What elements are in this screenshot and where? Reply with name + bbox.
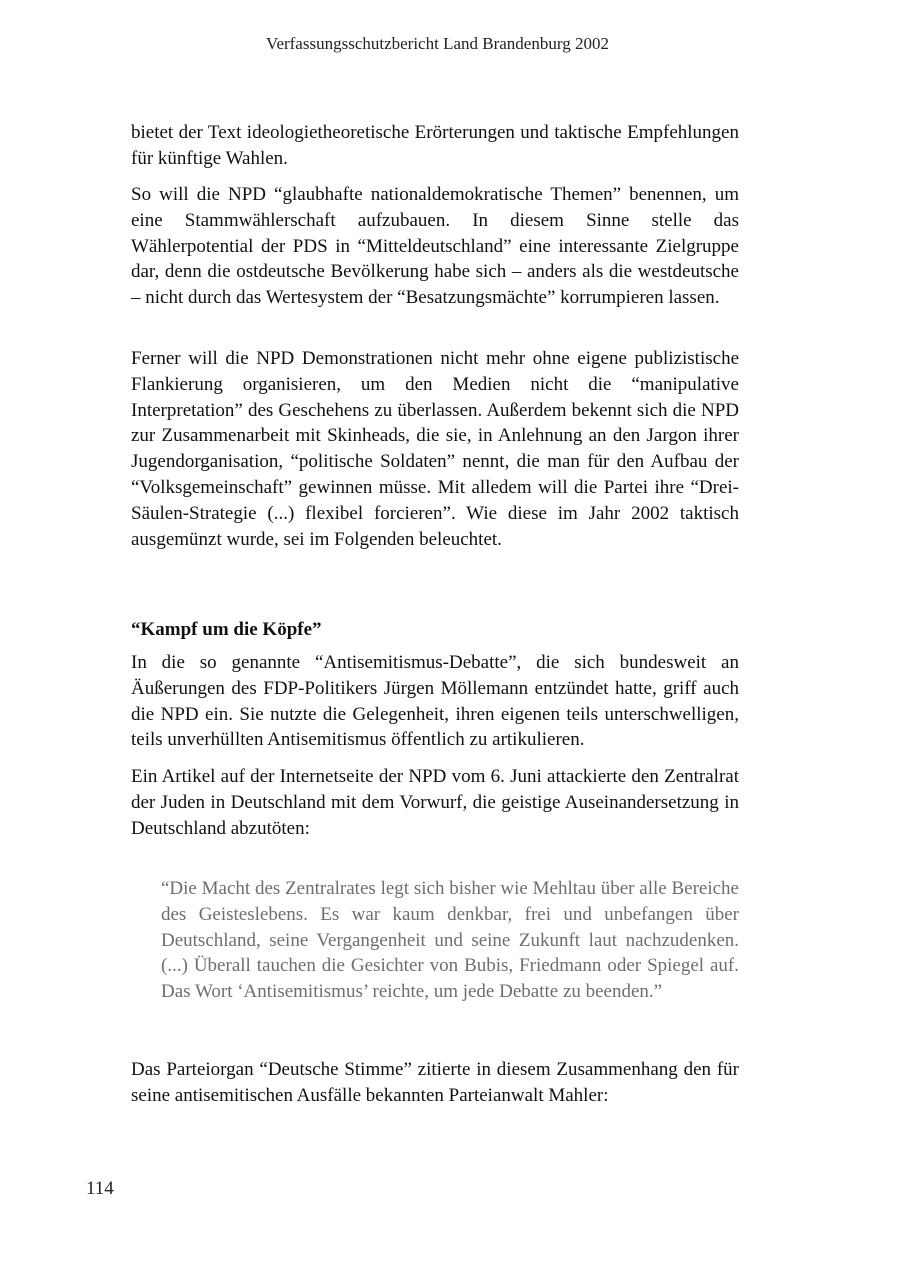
- paragraph-text: In die so genannte “Antisemitismus-Debatte”, die sich bundesweit an Äußerungen des FDP-Politikers Jürgen Möllemann entzündet hatte, griff auch die NPD ein. Sie nutzte die Gelegenheit, ihren eigenen teils unterschwelligen, teils unverhüllten Antisemitismus öffentlich zu artikulieren.: [131, 652, 739, 751]
- block-quote: [161, 876, 739, 1005]
- paragraph-text: bietet der Text ideologietheoretische Erörterungen und taktische Empfehlungen für künftige Wahlen.: [131, 122, 739, 169]
- body-paragraph-1: [131, 120, 739, 172]
- quote-text: “Die Macht des Zentralrates legt sich bisher wie Mehltau über alle Bereiche des Geisteslebens. Es war kaum denkbar, frei und unbefangen über Deutschland, seine Vergangenheit und seine Zukunft laut nachzudenken. (...) Überall tauchen die Gesichter von Bubis, Friedmann oder Spiegel auf. Das Wort ‘Antisemitismus’ reichte, um jede Debatte zu beenden.”: [161, 878, 739, 1003]
- page-number: 114: [86, 1178, 114, 1199]
- running-header-title: Verfassungsschutzbericht Land Brandenburg 2002: [266, 34, 609, 53]
- section-heading: “Kampf um die Köpfe”: [131, 619, 322, 640]
- paragraph-text: Ferner will die NPD Demonstrationen nicht mehr ohne eigene publizistische Flankierung organisieren, um den Medien nicht die “manipulative Interpretation” des Geschehens zu überlassen. Außerdem bekennt sich die NPD zur Zusammenarbeit mit Skinheads, die sie, in Anlehnung an den Jargon ihrer Jugendorganisation, “politische Soldaten” nennt, die man für den Aufbau der “Volksgemeinschaft” gewinnen müsse. Mit alledem will die Partei ihre “Drei-Säulen-Strategie (...) flexibel forcieren”. Wie diese im Jahr 2002 taktisch ausgemünzt wurde, sei im Folgenden beleuchtet.: [131, 348, 739, 550]
- body-paragraph-2: [131, 182, 739, 311]
- body-paragraph-5: [131, 764, 739, 841]
- paragraph-text: So will die NPD “glaubhafte nationaldemokratische Themen” benennen, um eine Stammwählerschaft aufzubauen. In diesem Sinne stelle das Wählerpotential der PDS in “Mitteldeutschland” eine interessante Zielgruppe dar, denn die ostdeutsche Bevölkerung habe sich – anders als die westdeutsche – nicht durch das Wertesystem der “Besatzungsmächte” korrumpieren lassen.: [131, 184, 739, 309]
- body-paragraph-6: [131, 1057, 739, 1109]
- paragraph-text: Ein Artikel auf der Internetseite der NPD vom 6. Juni attackierte den Zentralrat der Juden in Deutschland mit dem Vorwurf, die geistige Auseinandersetzung in Deutschland abzutöten:: [131, 766, 739, 839]
- paragraph-text: Das Parteiorgan “Deutsche Stimme” zitierte in diesem Zusammenhang den für seine antisemitischen Ausfälle bekannten Parteianwalt Mahler:: [131, 1059, 739, 1106]
- body-paragraph-4: [131, 650, 739, 753]
- body-paragraph-3: [131, 346, 739, 552]
